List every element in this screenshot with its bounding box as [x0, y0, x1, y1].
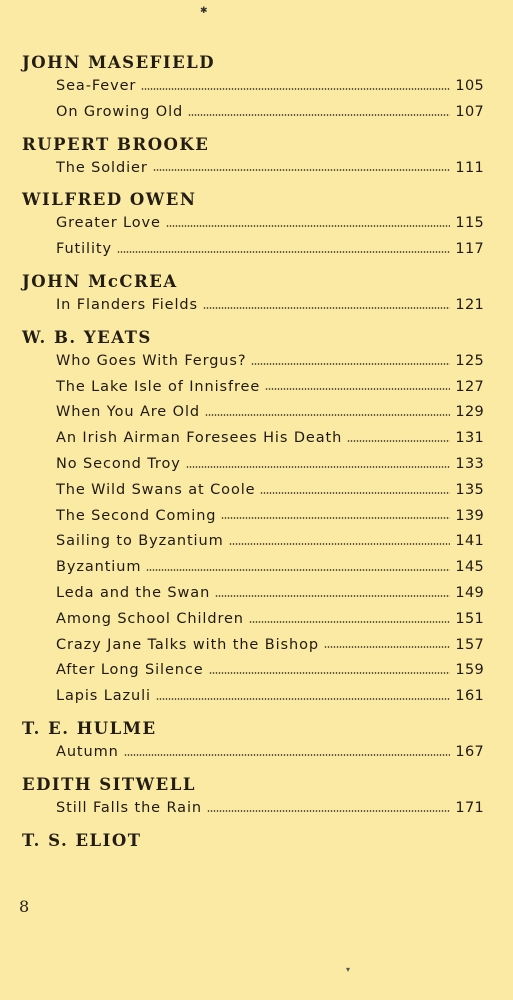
author-heading: W. B. YEATS	[22, 327, 152, 347]
toc-entry[interactable]	[56, 740, 484, 766]
toc-entry[interactable]	[56, 529, 484, 555]
toc-entry[interactable]	[56, 581, 484, 607]
poem-title: Lapis Lazuli	[56, 688, 151, 705]
poem-title: The Second Coming	[56, 507, 217, 524]
dot-leader	[153, 169, 451, 171]
toc-entry[interactable]	[56, 658, 484, 684]
dot-leader	[229, 543, 451, 545]
toc-section	[0, 52, 513, 126]
poem-page-number: 117	[455, 241, 484, 258]
poem-page-number: 105	[455, 78, 484, 94]
poem-page-number: 135	[455, 481, 484, 498]
author-heading: EDITH SITWELL	[22, 774, 196, 794]
poem-title: Who Goes With Fergus?	[56, 352, 247, 369]
toc-section	[0, 271, 513, 319]
poem-title: The Soldier	[56, 159, 148, 176]
poem-page-number: 167	[455, 743, 484, 760]
page-number: 8	[19, 897, 30, 916]
toc-section	[0, 134, 513, 182]
author-heading: T. S. ELIOT	[22, 830, 142, 850]
poem-page-number: 115	[455, 215, 484, 232]
dot-leader	[117, 251, 450, 253]
toc-section	[0, 189, 513, 263]
poem-page-number: 139	[455, 507, 484, 524]
poem-title: Byzantium	[56, 559, 142, 576]
toc-entry[interactable]	[56, 452, 484, 478]
toc-section	[0, 774, 513, 822]
toc-entry[interactable]	[56, 74, 484, 100]
toc-entry[interactable]	[56, 211, 484, 237]
poem-title: When You Are Old	[56, 404, 200, 421]
ink-speck: ▾	[346, 965, 351, 974]
dot-leader	[221, 517, 450, 519]
poem-title: No Second Troy	[56, 455, 181, 472]
dot-leader	[251, 363, 450, 365]
dot-leader	[166, 225, 451, 227]
dot-leader	[324, 646, 450, 648]
toc-entry[interactable]	[56, 156, 484, 182]
poem-page-number: 131	[455, 430, 484, 447]
dot-leader	[265, 388, 450, 390]
dot-leader	[188, 114, 450, 116]
poem-title: The Wild Swans at Coole	[56, 481, 256, 498]
dot-leader	[249, 621, 451, 623]
poem-page-number: 111	[455, 159, 484, 176]
poem-page-number: 145	[455, 559, 484, 576]
poem-page-number: 133	[455, 455, 484, 472]
toc-entry[interactable]	[56, 633, 484, 659]
poem-page-number: 127	[455, 378, 484, 395]
toc-entry[interactable]	[56, 375, 484, 401]
dot-leader	[260, 492, 450, 494]
dot-leader	[205, 414, 450, 416]
poem-page-number: 151	[455, 610, 484, 627]
poem-page-number: 159	[455, 662, 484, 679]
toc-entry[interactable]	[56, 684, 484, 710]
poem-title: The Lake Isle of Innisfree	[56, 378, 261, 395]
toc-entry[interactable]	[56, 607, 484, 633]
poem-title: Among School Children	[56, 610, 244, 627]
poem-title: Sailing to Byzantium	[56, 533, 224, 550]
poem-page-number: 121	[455, 296, 484, 313]
poem-title: Sea-Fever	[56, 78, 137, 94]
ink-speck: ✱	[200, 6, 208, 16]
toc-entry[interactable]	[56, 100, 484, 126]
poem-title: Greater Love	[56, 215, 161, 232]
toc-entry[interactable]	[56, 796, 484, 822]
dot-leader	[124, 754, 451, 756]
poem-title: Futility	[56, 241, 112, 258]
poem-title: In Flanders Fields	[56, 296, 198, 313]
poem-title: Crazy Jane Talks with the Bishop	[56, 636, 319, 653]
poem-title: After Long Silence	[56, 662, 204, 679]
author-heading: JOHN MASEFIELD	[22, 53, 216, 72]
dot-leader	[347, 440, 450, 442]
poem-title: On Growing Old	[56, 103, 184, 120]
author-heading: T. E. HULME	[22, 718, 157, 738]
dot-leader	[203, 307, 450, 309]
dot-leader	[141, 88, 450, 90]
poem-page-number: 125	[455, 352, 484, 369]
poem-title: Autumn	[56, 743, 119, 760]
toc-entry[interactable]	[56, 426, 484, 452]
poem-title: Leda and the Swan	[56, 584, 211, 601]
poem-title: An Irish Airman Foresees His Death	[56, 430, 343, 447]
poem-title: Still Falls the Rain	[56, 799, 202, 816]
toc-section	[0, 718, 513, 766]
poem-page-number: 149	[455, 584, 484, 601]
toc-section	[0, 830, 513, 852]
dot-leader	[207, 810, 450, 812]
dot-leader	[186, 466, 451, 468]
poem-page-number: 157	[455, 636, 484, 653]
poem-page-number: 161	[455, 688, 484, 705]
dot-leader	[146, 569, 450, 571]
author-heading: RUPERT BROOKE	[22, 134, 210, 154]
toc-entry[interactable]	[56, 349, 484, 375]
toc-entry[interactable]	[56, 293, 484, 319]
dot-leader	[156, 698, 450, 700]
toc-entry[interactable]	[56, 237, 484, 263]
toc-section	[0, 327, 513, 710]
author-heading: WILFRED OWEN	[22, 190, 197, 210]
dot-leader	[215, 595, 450, 597]
toc-entry[interactable]	[56, 400, 484, 426]
poem-page-number: 107	[455, 103, 484, 120]
poem-page-number: 171	[455, 799, 484, 816]
poem-page-number: 129	[455, 404, 484, 421]
author-heading: JOHN McCREA	[22, 271, 178, 291]
toc-entry[interactable]	[56, 555, 484, 581]
dot-leader	[209, 672, 451, 674]
toc-entry[interactable]	[56, 504, 484, 530]
toc-entry[interactable]	[56, 478, 484, 504]
poem-page-number: 141	[455, 533, 484, 550]
table-of-contents	[0, 52, 513, 860]
